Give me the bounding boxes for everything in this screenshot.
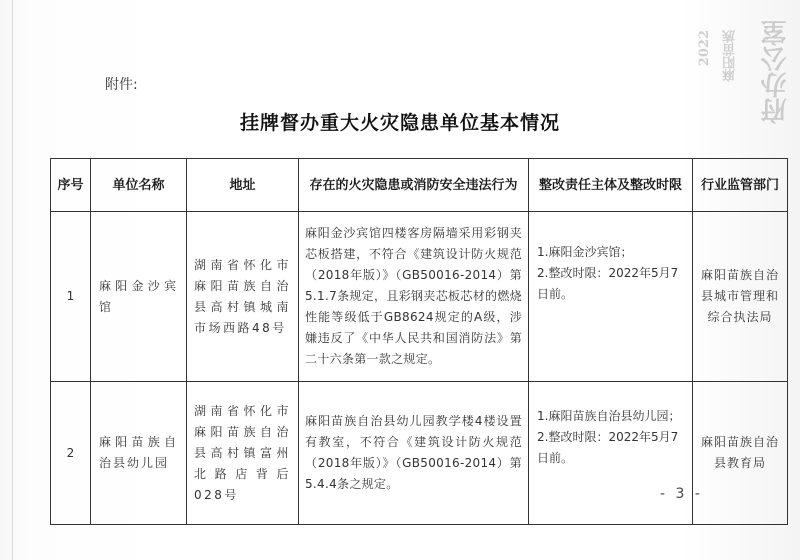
bleed-mark: 麻阳苗族 bbox=[723, 30, 738, 82]
responsible-party: 1.麻阳苗族自治县幼儿园； bbox=[537, 409, 681, 423]
responsible-party: 1.麻阳金沙宾馆； bbox=[537, 245, 633, 259]
header-seq: 序号 bbox=[51, 159, 91, 212]
cell-seq: 2 bbox=[51, 382, 91, 525]
hazard-table bbox=[50, 158, 788, 525]
cell-address: 湖南省怀化市麻阳苗族自治县高村镇城南市场西路48号 bbox=[187, 212, 299, 382]
header-department: 行业监管部门 bbox=[693, 159, 788, 212]
header-hazard: 存在的火灾隐患或消防安全违法行为 bbox=[299, 159, 529, 212]
table-row bbox=[51, 212, 788, 382]
table-row bbox=[51, 382, 788, 525]
header-unit-name: 单位名称 bbox=[91, 159, 187, 212]
deadline: 2.整改时限：2022年5月7日前。 bbox=[537, 266, 679, 301]
bleed-through-marks bbox=[680, 0, 800, 170]
cell-responsibility bbox=[529, 212, 693, 382]
cell-responsibility bbox=[529, 382, 693, 525]
table-header-row bbox=[51, 159, 788, 212]
cell-address: 湖南省怀化市麻阳苗族自治县高村镇富州北路店背后028号 bbox=[187, 382, 299, 525]
deadline: 2.整改时限：2022年5月7日前。 bbox=[537, 430, 679, 465]
bleed-mark: 2022 bbox=[697, 30, 712, 67]
header-responsibility: 整改责任主体及整改时限 bbox=[529, 159, 693, 212]
cell-hazard: 麻阳金沙宾馆四楼客房隔墙采用彩钢夹芯板搭建，不符合《建筑设计防火规范（2018年版）》（GB50016-2014）第5.1.7条规定，且彩钢夹芯板芯材的燃烧性能等级低于GB8624规定的A级，涉嫌违反了《中华人民共和国消防法》第二十六条第一款之规定。 bbox=[299, 212, 529, 382]
header-address: 地址 bbox=[187, 159, 299, 212]
page-fold-line bbox=[12, 0, 13, 560]
cell-seq: 1 bbox=[51, 212, 91, 382]
cell-department: 麻阳苗族自治县城市管理和综合执法局 bbox=[693, 212, 788, 382]
bleed-mark: 府办公室 bbox=[761, 20, 791, 124]
cell-hazard: 麻阳苗族自治县幼儿园教学楼4楼设置有教室，不符合《建筑设计防火规范（2018年版）》（GB50016-2014）第5.4.4条之规定。 bbox=[299, 382, 529, 525]
cell-unit-name: 麻阳苗族自治县幼儿园 bbox=[91, 382, 187, 525]
attachment-label: 附件: bbox=[105, 77, 138, 93]
cell-unit-name: 麻阳金沙宾馆 bbox=[91, 212, 187, 382]
page-number: - 3 - bbox=[660, 486, 703, 502]
cell-department: 麻阳苗族自治县教育局 bbox=[693, 382, 788, 525]
page-title: 挂牌督办重大火灾隐患单位基本情况 bbox=[239, 112, 560, 134]
